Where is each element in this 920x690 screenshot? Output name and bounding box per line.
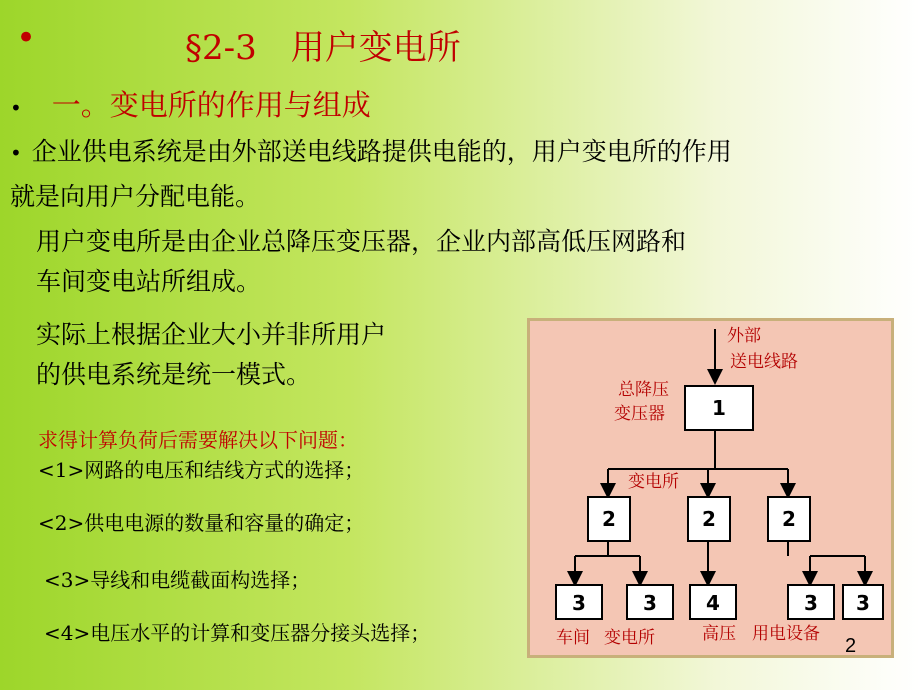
paragraph-2-line-2: 车间变电站所组成。 — [36, 267, 262, 296]
paragraph-3 — [36, 315, 386, 395]
problems-heading: 求得计算负荷后需要解决以下问题： — [38, 428, 358, 452]
box-label-2a: 2 — [602, 507, 616, 531]
problem-item-4: <4>电压水平的计算和变压器分接头选择； — [44, 621, 431, 645]
box-label-2c: 2 — [782, 507, 796, 531]
box-label-3a: 3 — [572, 591, 586, 615]
box-label-3c: 3 — [804, 591, 818, 615]
transformer-label-1: 总降压 — [618, 380, 669, 400]
paragraph-2-line-1: 用户变电所是由企业总降压变压器，企业内部高低压网路和 — [36, 227, 687, 256]
problem-item-2: <2>供电电源的数量和容量的确定； — [38, 511, 365, 535]
paragraph-1-line-2: 就是向用户分配电能。 — [10, 182, 261, 211]
external-label-2: 送电线路 — [730, 352, 798, 372]
paragraph-1 — [10, 130, 732, 219]
diagram-svg — [530, 321, 891, 655]
bottom-label-hv: 高压 — [702, 624, 736, 644]
slide-title — [0, 18, 920, 68]
box-label-4: 4 — [706, 591, 720, 615]
substation-label: 变电所 — [628, 472, 679, 492]
section-heading — [10, 83, 371, 124]
bottom-label-equipment: 用电设备 — [752, 624, 820, 644]
box-label-1: 1 — [712, 396, 726, 420]
section-heading-text: 一。变电所的作用与组成 — [51, 88, 371, 122]
power-system-diagram — [527, 318, 894, 658]
paragraph-1-line-1: 企业供电系统是由外部送电线路提供电能的，用户变电所的作用 — [31, 137, 732, 166]
section-bullet: • — [10, 96, 22, 120]
paragraph-3-line-1: 实际上根据企业大小并非所用户 — [36, 320, 387, 349]
box-label-3b: 3 — [643, 591, 657, 615]
paragraph-2 — [36, 222, 686, 302]
paragraph-3-line-2: 的供电系统是统一模式。 — [36, 360, 312, 389]
problem-item-1: <1>网路的电压和结线方式的选择； — [38, 458, 365, 482]
external-label-1: 外部 — [727, 326, 761, 346]
box-label-3d: 3 — [856, 591, 870, 615]
problem-item-3: <3>导线和电缆截面构选择； — [44, 568, 311, 592]
paragraph-bullet: • — [10, 141, 22, 165]
page-number: 2 — [845, 635, 857, 657]
bottom-label-workshop: 车间 — [556, 628, 590, 648]
title-bullet: • — [16, 18, 37, 58]
box-label-2b: 2 — [702, 507, 716, 531]
title-text: §2-3 用户变电所 — [185, 28, 461, 68]
bottom-label-substation: 变电所 — [604, 628, 655, 648]
transformer-label-2: 变压器 — [614, 404, 665, 424]
